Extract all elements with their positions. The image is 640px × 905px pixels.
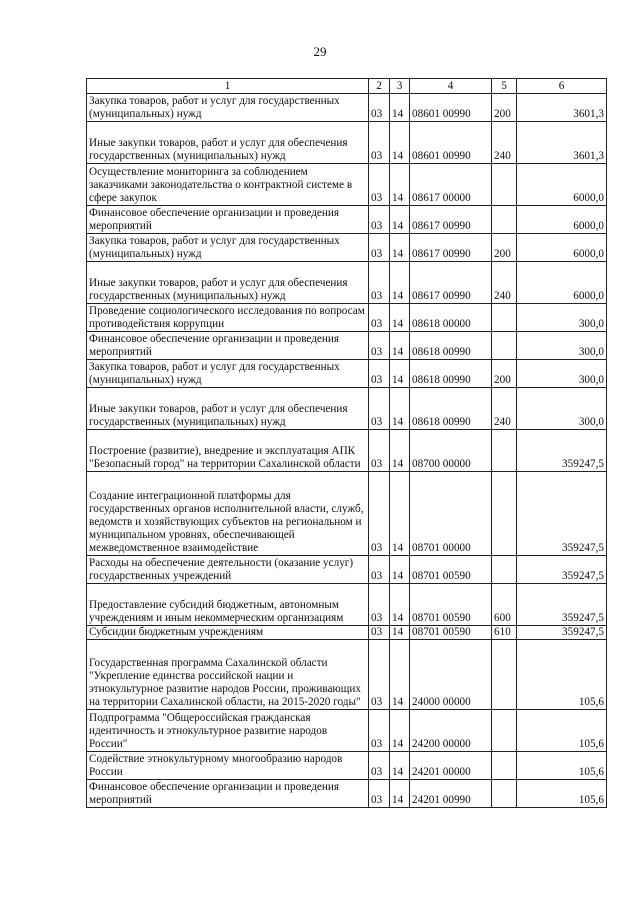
- row-name-cell: Подпрограмма "Общероссийская гражданская идентичность и этнокультурное развитие народов России": [87, 710, 369, 752]
- row-name-cell: Закупка товаров, работ и услуг для государственных (муниципальных) нужд: [87, 360, 369, 388]
- page-number: 29: [313, 44, 327, 59]
- table-row: [87, 472, 607, 556]
- section-code-cell: 03: [369, 388, 390, 430]
- section-code-cell: 03: [369, 430, 390, 472]
- subsection-code-cell: 14: [390, 556, 410, 584]
- table-row: [87, 388, 607, 430]
- section-code-cell: 03: [369, 206, 390, 234]
- row-name-cell: Создание интеграционной платформы для государственных органов исполнительной власти, служб, ведомств и хозяйствующих субъектов на региональном и муниципальном уровнях, обеспечивающей межведомственное взаимодействие: [87, 472, 369, 556]
- target-item-code-cell: 08617 00990: [410, 234, 492, 262]
- subsection-code-cell: 14: [390, 584, 410, 626]
- target-item-code-cell: 08701 00590: [410, 626, 492, 640]
- expense-type-cell: [492, 640, 517, 710]
- target-item-code-cell: 08618 00990: [410, 332, 492, 360]
- table-header-row: [87, 79, 607, 94]
- expense-type-cell: 610: [492, 626, 517, 640]
- row-name-cell: Закупка товаров, работ и услуг для государственных (муниципальных) нужд: [87, 94, 369, 122]
- target-item-code-cell: 08617 00000: [410, 164, 492, 206]
- expense-type-cell: 200: [492, 234, 517, 262]
- table-row: [87, 710, 607, 752]
- subsection-code-cell: 14: [390, 332, 410, 360]
- row-name-cell: Закупка товаров, работ и услуг для государственных (муниципальных) нужд: [87, 234, 369, 262]
- target-item-code-cell: 24000 00000: [410, 640, 492, 710]
- table-row: [87, 584, 607, 626]
- table-row: [87, 122, 607, 164]
- target-item-code-cell: 08700 00000: [410, 430, 492, 472]
- column-header: 2: [369, 79, 390, 94]
- table-row: [87, 332, 607, 360]
- expense-type-cell: [492, 206, 517, 234]
- column-header: 4: [410, 79, 492, 94]
- row-name-cell: Иные закупки товаров, работ и услуг для обеспечения государственных (муниципальных) нужд: [87, 388, 369, 430]
- section-code-cell: 03: [369, 752, 390, 780]
- subsection-code-cell: 14: [390, 164, 410, 206]
- row-name-cell: Иные закупки товаров, работ и услуг для обеспечения государственных (муниципальных) нужд: [87, 262, 369, 304]
- section-code-cell: 03: [369, 584, 390, 626]
- section-code-cell: 03: [369, 262, 390, 304]
- row-name-cell: Финансовое обеспечение организации и проведения мероприятий: [87, 332, 369, 360]
- expense-type-cell: [492, 752, 517, 780]
- table-row: [87, 360, 607, 388]
- amount-cell: 300,0: [517, 304, 607, 332]
- amount-cell: 6000,0: [517, 262, 607, 304]
- target-item-code-cell: 08601 00990: [410, 122, 492, 164]
- subsection-code-cell: 14: [390, 752, 410, 780]
- row-name-cell: Иные закупки товаров, работ и услуг для обеспечения государственных (муниципальных) нужд: [87, 122, 369, 164]
- row-name-cell: Расходы на обеспечение деятельности (оказание услуг) государственных учреждений: [87, 556, 369, 584]
- expense-type-cell: [492, 780, 517, 808]
- section-code-cell: 03: [369, 304, 390, 332]
- table-row: [87, 94, 607, 122]
- amount-cell: 3601,3: [517, 122, 607, 164]
- subsection-code-cell: 14: [390, 640, 410, 710]
- target-item-code-cell: 24200 00000: [410, 710, 492, 752]
- table-row: [87, 304, 607, 332]
- subsection-code-cell: 14: [390, 94, 410, 122]
- table-row: [87, 556, 607, 584]
- column-header: 5: [492, 79, 517, 94]
- section-code-cell: 03: [369, 332, 390, 360]
- target-item-code-cell: 08618 00990: [410, 360, 492, 388]
- column-header: 3: [390, 79, 410, 94]
- budget-table: [86, 78, 607, 808]
- subsection-code-cell: 14: [390, 206, 410, 234]
- expense-type-cell: 200: [492, 94, 517, 122]
- table-row: [87, 262, 607, 304]
- target-item-code-cell: 08617 00990: [410, 206, 492, 234]
- row-name-cell: Проведение социологического исследования по вопросам противодействия коррупции: [87, 304, 369, 332]
- expense-type-cell: [492, 472, 517, 556]
- target-item-code-cell: 08701 00590: [410, 556, 492, 584]
- table-row: [87, 780, 607, 808]
- expense-type-cell: [492, 710, 517, 752]
- row-name-cell: Государственная программа Сахалинской области "Укрепление единства российской нации и этнокультурное развитие народов России, проживающих на территории Сахалинской области, на 2015-2020 годы": [87, 640, 369, 710]
- amount-cell: 359247,5: [517, 430, 607, 472]
- row-name-cell: Осуществление мониторинга за соблюдением заказчиками законодательства о контрактной системе в сфере закупок: [87, 164, 369, 206]
- amount-cell: 3601,3: [517, 94, 607, 122]
- table-row: [87, 640, 607, 710]
- subsection-code-cell: 14: [390, 710, 410, 752]
- amount-cell: 105,6: [517, 752, 607, 780]
- section-code-cell: 03: [369, 472, 390, 556]
- subsection-code-cell: 14: [390, 262, 410, 304]
- row-name-cell: Построение (развитие), внедрение и эксплуатация АПК "Безопасный город" на территории Сахалинской области: [87, 430, 369, 472]
- expense-type-cell: 600: [492, 584, 517, 626]
- section-code-cell: 03: [369, 164, 390, 206]
- amount-cell: 6000,0: [517, 234, 607, 262]
- target-item-code-cell: 08601 00990: [410, 94, 492, 122]
- amount-cell: 300,0: [517, 332, 607, 360]
- table-row: [87, 626, 607, 640]
- amount-cell: 359247,5: [517, 472, 607, 556]
- subsection-code-cell: 14: [390, 360, 410, 388]
- target-item-code-cell: 24201 00000: [410, 752, 492, 780]
- table-row: [87, 430, 607, 472]
- table-body: [87, 94, 607, 808]
- target-item-code-cell: 24201 00990: [410, 780, 492, 808]
- subsection-code-cell: 14: [390, 388, 410, 430]
- expense-type-cell: 200: [492, 360, 517, 388]
- amount-cell: 105,6: [517, 710, 607, 752]
- target-item-code-cell: 08617 00990: [410, 262, 492, 304]
- row-name-cell: Финансовое обеспечение организации и проведения мероприятий: [87, 206, 369, 234]
- expense-type-cell: 240: [492, 388, 517, 430]
- amount-cell: 300,0: [517, 360, 607, 388]
- subsection-code-cell: 14: [390, 780, 410, 808]
- subsection-code-cell: 14: [390, 626, 410, 640]
- target-item-code-cell: 08701 00000: [410, 472, 492, 556]
- target-item-code-cell: 08618 00000: [410, 304, 492, 332]
- amount-cell: 6000,0: [517, 164, 607, 206]
- expense-type-cell: [492, 556, 517, 584]
- subsection-code-cell: 14: [390, 472, 410, 556]
- table-row: [87, 752, 607, 780]
- row-name-cell: Содействие этнокультурному многообразию народов России: [87, 752, 369, 780]
- row-name-cell: Субсидии бюджетным учреждениям: [87, 626, 369, 640]
- target-item-code-cell: 08618 00990: [410, 388, 492, 430]
- column-header: 6: [517, 79, 607, 94]
- expense-type-cell: [492, 332, 517, 360]
- amount-cell: 300,0: [517, 388, 607, 430]
- section-code-cell: 03: [369, 640, 390, 710]
- row-name-cell: Финансовое обеспечение организации и проведения мероприятий: [87, 780, 369, 808]
- amount-cell: 359247,5: [517, 584, 607, 626]
- expense-type-cell: 240: [492, 122, 517, 164]
- amount-cell: 6000,0: [517, 206, 607, 234]
- amount-cell: 105,6: [517, 640, 607, 710]
- expense-type-cell: [492, 430, 517, 472]
- expense-type-cell: [492, 164, 517, 206]
- row-name-cell: Предоставление субсидий бюджетным, автономным учреждениям и иным некоммерческим организациям: [87, 584, 369, 626]
- section-code-cell: 03: [369, 360, 390, 388]
- subsection-code-cell: 14: [390, 234, 410, 262]
- subsection-code-cell: 14: [390, 122, 410, 164]
- target-item-code-cell: 08701 00590: [410, 584, 492, 626]
- section-code-cell: 03: [369, 780, 390, 808]
- section-code-cell: 03: [369, 122, 390, 164]
- table-row: [87, 164, 607, 206]
- expense-type-cell: [492, 304, 517, 332]
- section-code-cell: 03: [369, 710, 390, 752]
- section-code-cell: 03: [369, 234, 390, 262]
- amount-cell: 359247,5: [517, 626, 607, 640]
- subsection-code-cell: 14: [390, 304, 410, 332]
- section-code-cell: 03: [369, 94, 390, 122]
- section-code-cell: 03: [369, 556, 390, 584]
- column-header: 1: [87, 79, 369, 94]
- table-row: [87, 234, 607, 262]
- section-code-cell: 03: [369, 626, 390, 640]
- subsection-code-cell: 14: [390, 430, 410, 472]
- amount-cell: 105,6: [517, 780, 607, 808]
- amount-cell: 359247,5: [517, 556, 607, 584]
- table-row: [87, 206, 607, 234]
- expense-type-cell: 240: [492, 262, 517, 304]
